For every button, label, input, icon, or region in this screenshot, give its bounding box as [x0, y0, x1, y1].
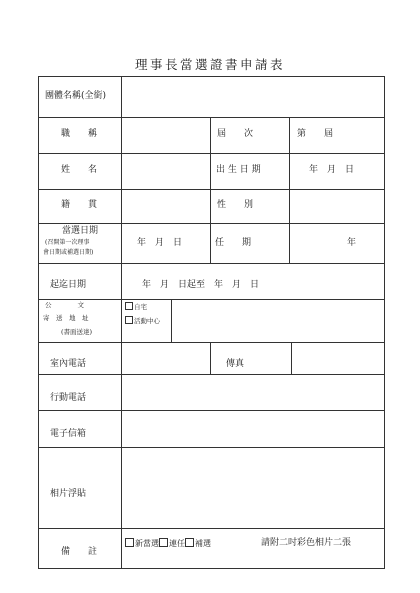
email-label: 電子信箱: [50, 429, 87, 439]
address-label-line1: 公 文: [45, 301, 84, 309]
remarks-options: [125, 539, 211, 548]
checkbox-icon: [125, 538, 134, 547]
remarks-photo-note: 請附二吋彩色相片二張: [261, 538, 352, 548]
birthdate-value: 年 月 日: [309, 165, 355, 175]
group-name-label: 團體名稱(全銜): [45, 91, 107, 101]
name-label: 姓 名: [61, 165, 98, 175]
remarks-option-reelection[interactable]: 連任: [159, 539, 185, 548]
checkbox-icon: [125, 316, 133, 324]
address-option-home[interactable]: 自宅: [125, 303, 147, 311]
phone-label: 室內電話: [50, 359, 87, 369]
remarks-option-new-election[interactable]: 新當選: [125, 539, 159, 548]
address-label-line2: 寄 送 地 址: [43, 314, 89, 322]
address-label-line3: (書面送達): [61, 328, 93, 336]
election-date-note-2: 會日期或補選日期): [43, 249, 94, 256]
election-date-label: 當選日期: [62, 226, 99, 236]
checkbox-icon: [159, 538, 168, 547]
term-label: 屆 次: [217, 129, 254, 139]
form-title: 理事長當選證書申請表: [134, 57, 285, 72]
gender-label: 性 別: [217, 200, 254, 210]
application-form-table: [38, 76, 385, 569]
election-date-note-1: (召開第一次理事: [45, 239, 90, 246]
position-label: 職 稱: [61, 129, 98, 139]
period-label: 起迄日期: [50, 280, 87, 290]
fax-label: 傳真: [226, 359, 245, 369]
period-value: 年 月 日起至 年 月 日: [142, 280, 260, 290]
remarks-option-by-election[interactable]: 補選: [185, 539, 211, 548]
checkbox-icon: [125, 302, 133, 310]
tenure-value: 年: [347, 238, 357, 248]
birthdate-label: 出 生 日 期: [216, 165, 261, 175]
election-date-value: 年 月 日: [137, 238, 183, 248]
mobile-label: 行動電話: [50, 393, 87, 403]
checkbox-icon: [185, 538, 194, 547]
tenure-label: 任 期: [215, 238, 252, 248]
address-option-activity-center[interactable]: 活動中心: [125, 317, 160, 325]
term-value: 第 屆: [297, 129, 334, 139]
remarks-label: 備 註: [61, 547, 98, 557]
photo-label: 相片浮貼: [50, 489, 87, 499]
native-place-label: 籍 貫: [61, 200, 98, 210]
